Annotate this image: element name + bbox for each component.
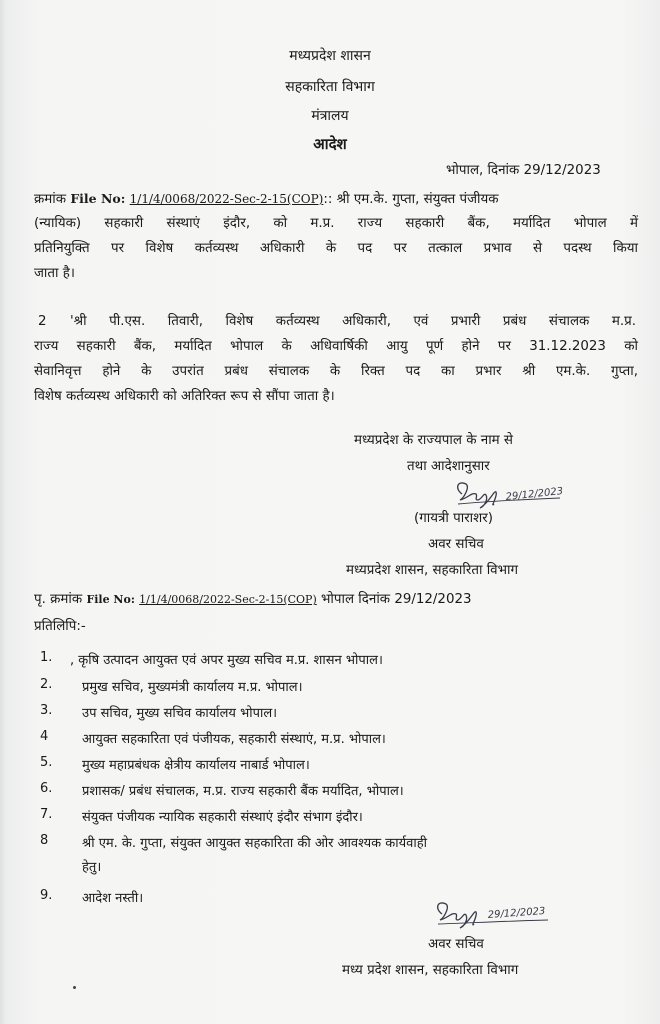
list-item-number: 1.	[40, 650, 53, 665]
header-ministry: मंत्रालय	[311, 108, 349, 124]
signatory-department: मध्यप्रदेश शासन, सहकारिता विभाग	[346, 563, 519, 578]
list-item: मुख्य महाप्रबंधक क्षेत्रीय कार्यालय नाबार्ड भोपाल।	[82, 758, 310, 773]
para2-number: 2	[38, 314, 47, 329]
list-item-number: 9.	[40, 888, 53, 903]
list-item-number: 2.	[40, 677, 53, 692]
endorsement-prefix: पृ. क्रमांक	[34, 592, 83, 607]
signature-2-date: 29/12/2023	[487, 905, 546, 921]
order-line-4: जाता है।	[34, 266, 75, 281]
list-item-number: 3.	[40, 703, 53, 718]
list-item-number: 8	[40, 833, 49, 848]
order-line-2: (न्यायिक) सहकारी संस्थाएं इंदौर, को म.प्र. राज्य सहकारी बैंक, मर्यादित भोपाल में	[34, 216, 638, 231]
date-line: भोपाल, दिनांक 29/12/2023	[446, 163, 601, 178]
list-item: उप सचिव, मुख्य सचिव कार्यालय भोपाल।	[82, 706, 278, 721]
file-label: File No:	[70, 191, 126, 206]
list-item: प्रशासक/ प्रबंध संचालक, म.प्र. राज्य सहकारी बैंक मर्यादित, भोपाल।	[82, 784, 404, 799]
list-item: संयुक्त पंजीयक न्यायिक सहकारी संस्थाएं इंदौर संभाग इंदौर।	[82, 810, 363, 825]
list-item: आदेश नस्ती।	[82, 891, 144, 906]
header-government: मध्यप्रदेश शासन	[289, 48, 371, 64]
list-item: , कृषि उत्पादन आयुक्त एवं अपर मुख्य सचिव म.प्र. शासन भोपाल।	[70, 653, 383, 668]
kramank-label: क्रमांक	[34, 192, 67, 207]
list-item: प्रमुख सचिव, मुख्यमंत्री कार्यालय म.प्र. भोपाल।	[82, 680, 303, 695]
signatory-designation: अवर सचिव	[428, 537, 484, 552]
para2-line-2: राज्य सहकारी बैंक, मर्यादित भोपाल के अधिवार्षिकी आयु पूर्ण होने पर 31.12.2023 को	[34, 339, 638, 354]
file-number: 1/1/4/0068/2022-Sec-2-15(COP)	[129, 192, 324, 206]
authority-line-1: मध्यप्रदेश के राज्यपाल के नाम से	[354, 433, 513, 448]
authority-line-2: तथा आदेशानुसार	[407, 459, 490, 474]
order-line-1	[34, 190, 499, 209]
para2-line-4: विशेष कर्तव्यस्थ अधिकारी को अतिरिक्त रूप से सौंपा जाता है।	[34, 389, 335, 404]
order-title: आदेश	[313, 135, 347, 153]
signatory-name: (गायत्री पाराशर)	[414, 511, 493, 526]
signature-2	[428, 896, 568, 936]
list-item-number: 4	[40, 729, 49, 744]
list-item-continuation: हेतु।	[82, 860, 102, 875]
order-line-1-rest: :: श्री एम.के. गुप्ता, संयुक्त पंजीयक	[323, 192, 499, 207]
header-department: सहकारिता विभाग	[285, 79, 375, 95]
closing-designation: अवर सचिव	[428, 937, 484, 952]
list-item-number: 5.	[40, 755, 53, 770]
order-line-3: प्रतिनियुक्ति पर विशेष कर्तव्यस्थ अधिकारी के पद पर तत्काल प्रभाव से पदस्थ किया	[34, 241, 638, 256]
para2-line-3: सेवानिवृत्त होने के उपरांत प्रबंध संचालक के रिक्त पद का प्रभार श्री एम.के. गुप्ता,	[34, 364, 638, 379]
copy-label: प्रतिलिपि:-	[34, 619, 86, 634]
list-item-number: 6.	[40, 781, 53, 796]
endorsement-date: भोपाल दिनांक 29/12/2023	[321, 592, 472, 607]
closing-department: मध्य प्रदेश शासन, सहकारिता विभाग	[342, 963, 519, 978]
list-item: श्री एम. के. गुप्ता, संयुक्त आयुक्त सहकारिता की ओर आवश्यक कार्यवाही	[82, 836, 428, 851]
para2-line-1: 'श्री पी.एस. तिवारी, विशेष कर्तव्यस्थ अधिकारी, एवं प्रभारी प्रबंध संचालक म.प्र.	[70, 314, 636, 329]
signature-1-date: 29/12/2023	[505, 486, 564, 503]
endorsement-line	[34, 591, 472, 609]
list-item-number: 7.	[40, 807, 53, 822]
endorsement-file-number: 1/1/4/0068/2022-Sec-2-15(COP)	[139, 593, 317, 606]
ink-dot	[73, 986, 76, 989]
list-item: आयुक्त सहकारिता एवं पंजीयक, सहकारी संस्थाएं, म.प्र. भोपाल।	[82, 732, 386, 747]
endorsement-file-label: File No:	[86, 593, 135, 606]
